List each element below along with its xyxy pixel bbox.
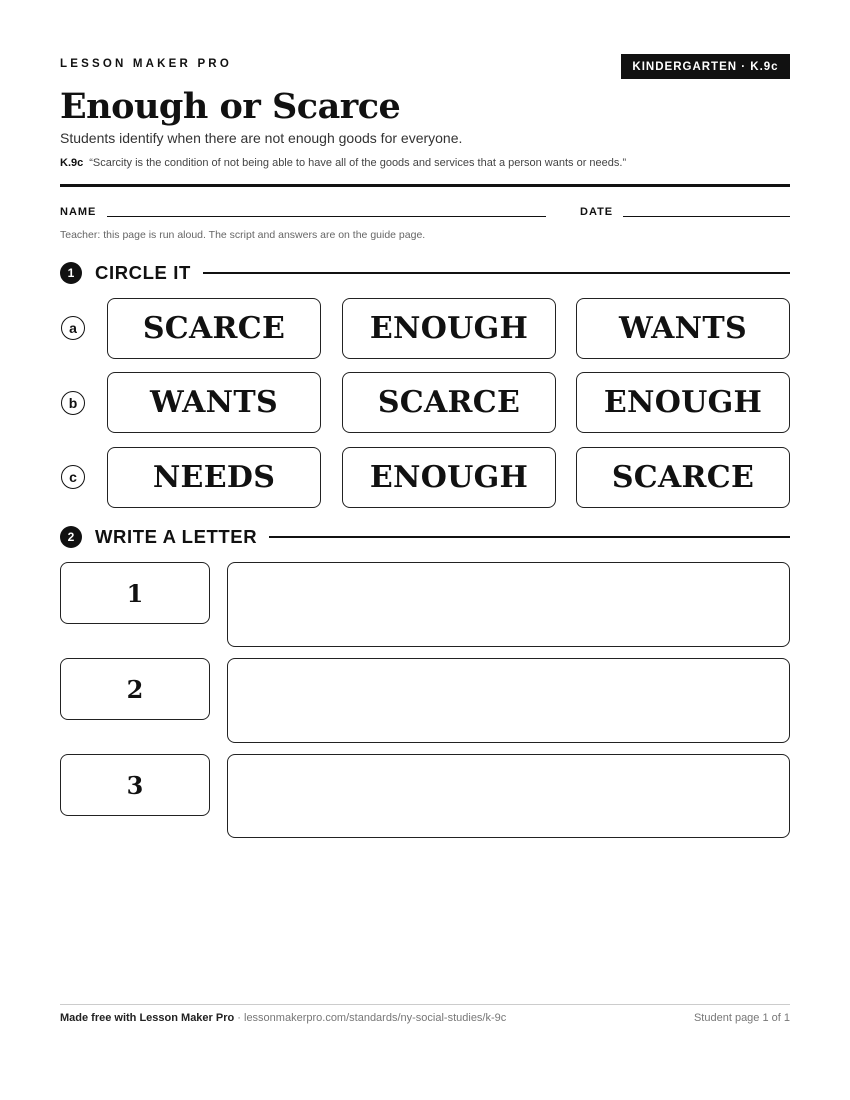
word-card[interactable]: ENOUGH (576, 372, 790, 433)
word-card[interactable]: WANTS (576, 298, 790, 359)
word-card[interactable]: SCARCE (342, 372, 556, 433)
standard-line (60, 157, 626, 169)
section-number: 1 (60, 262, 82, 284)
row-letter-a: a (61, 316, 85, 340)
header-divider (60, 184, 790, 187)
section-rule (269, 536, 790, 538)
row-letter-c: c (61, 465, 85, 489)
grade-badge: KINDERGARTEN · K.9c (621, 54, 790, 79)
date-label: DATE (580, 206, 614, 218)
name-field[interactable] (107, 216, 546, 217)
section-number: 2 (60, 526, 82, 548)
footer-url[interactable]: lessonmakerpro.com/standards/ny-social-studies/k-9c (244, 1012, 507, 1024)
item-number-card: 2 (60, 658, 210, 720)
page-title: Enough or Scarce (60, 86, 401, 127)
word-card[interactable]: SCARCE (576, 447, 790, 508)
name-label: NAME (60, 206, 97, 218)
word-card[interactable]: NEEDS (107, 447, 321, 508)
footer-made-by: Made free with Lesson Maker Pro (60, 1012, 235, 1024)
standard-text: “Scarcity is the condition of not being able to have all of the goods and services that a person wants or needs.” (89, 157, 627, 169)
section-circle-it-header (60, 261, 790, 285)
word-card[interactable]: ENOUGH (342, 447, 556, 508)
footer-credit: Made free with Lesson Maker Pro · lessonmakerpro.com/standards/ny-social-studies/k-9c (60, 1012, 507, 1024)
section-title: CIRCLE IT (95, 262, 191, 283)
word-card[interactable]: WANTS (107, 372, 321, 433)
standard-code: K.9c (60, 157, 84, 169)
item-number-card: 3 (60, 754, 210, 816)
answer-box[interactable] (227, 562, 790, 647)
date-field[interactable] (623, 216, 790, 217)
word-card[interactable]: SCARCE (107, 298, 321, 359)
section-title: WRITE A LETTER (95, 526, 258, 547)
section-write-letter-header (60, 525, 790, 549)
page-subtitle: Students identify when there are not enough goods for everyone. (60, 130, 463, 146)
word-card[interactable]: ENOUGH (342, 298, 556, 359)
footer-divider (60, 1004, 790, 1005)
answer-box[interactable] (227, 754, 790, 838)
section-rule (203, 272, 790, 274)
row-letter-b: b (61, 391, 85, 415)
footer-page-number: Student page 1 of 1 (693, 1012, 790, 1024)
answer-box[interactable] (227, 658, 790, 743)
brand-name: LESSON MAKER PRO (60, 58, 232, 70)
teacher-note: Teacher: this page is run aloud. The script and answers are on the guide page. (60, 229, 426, 241)
item-number-card: 1 (60, 562, 210, 624)
